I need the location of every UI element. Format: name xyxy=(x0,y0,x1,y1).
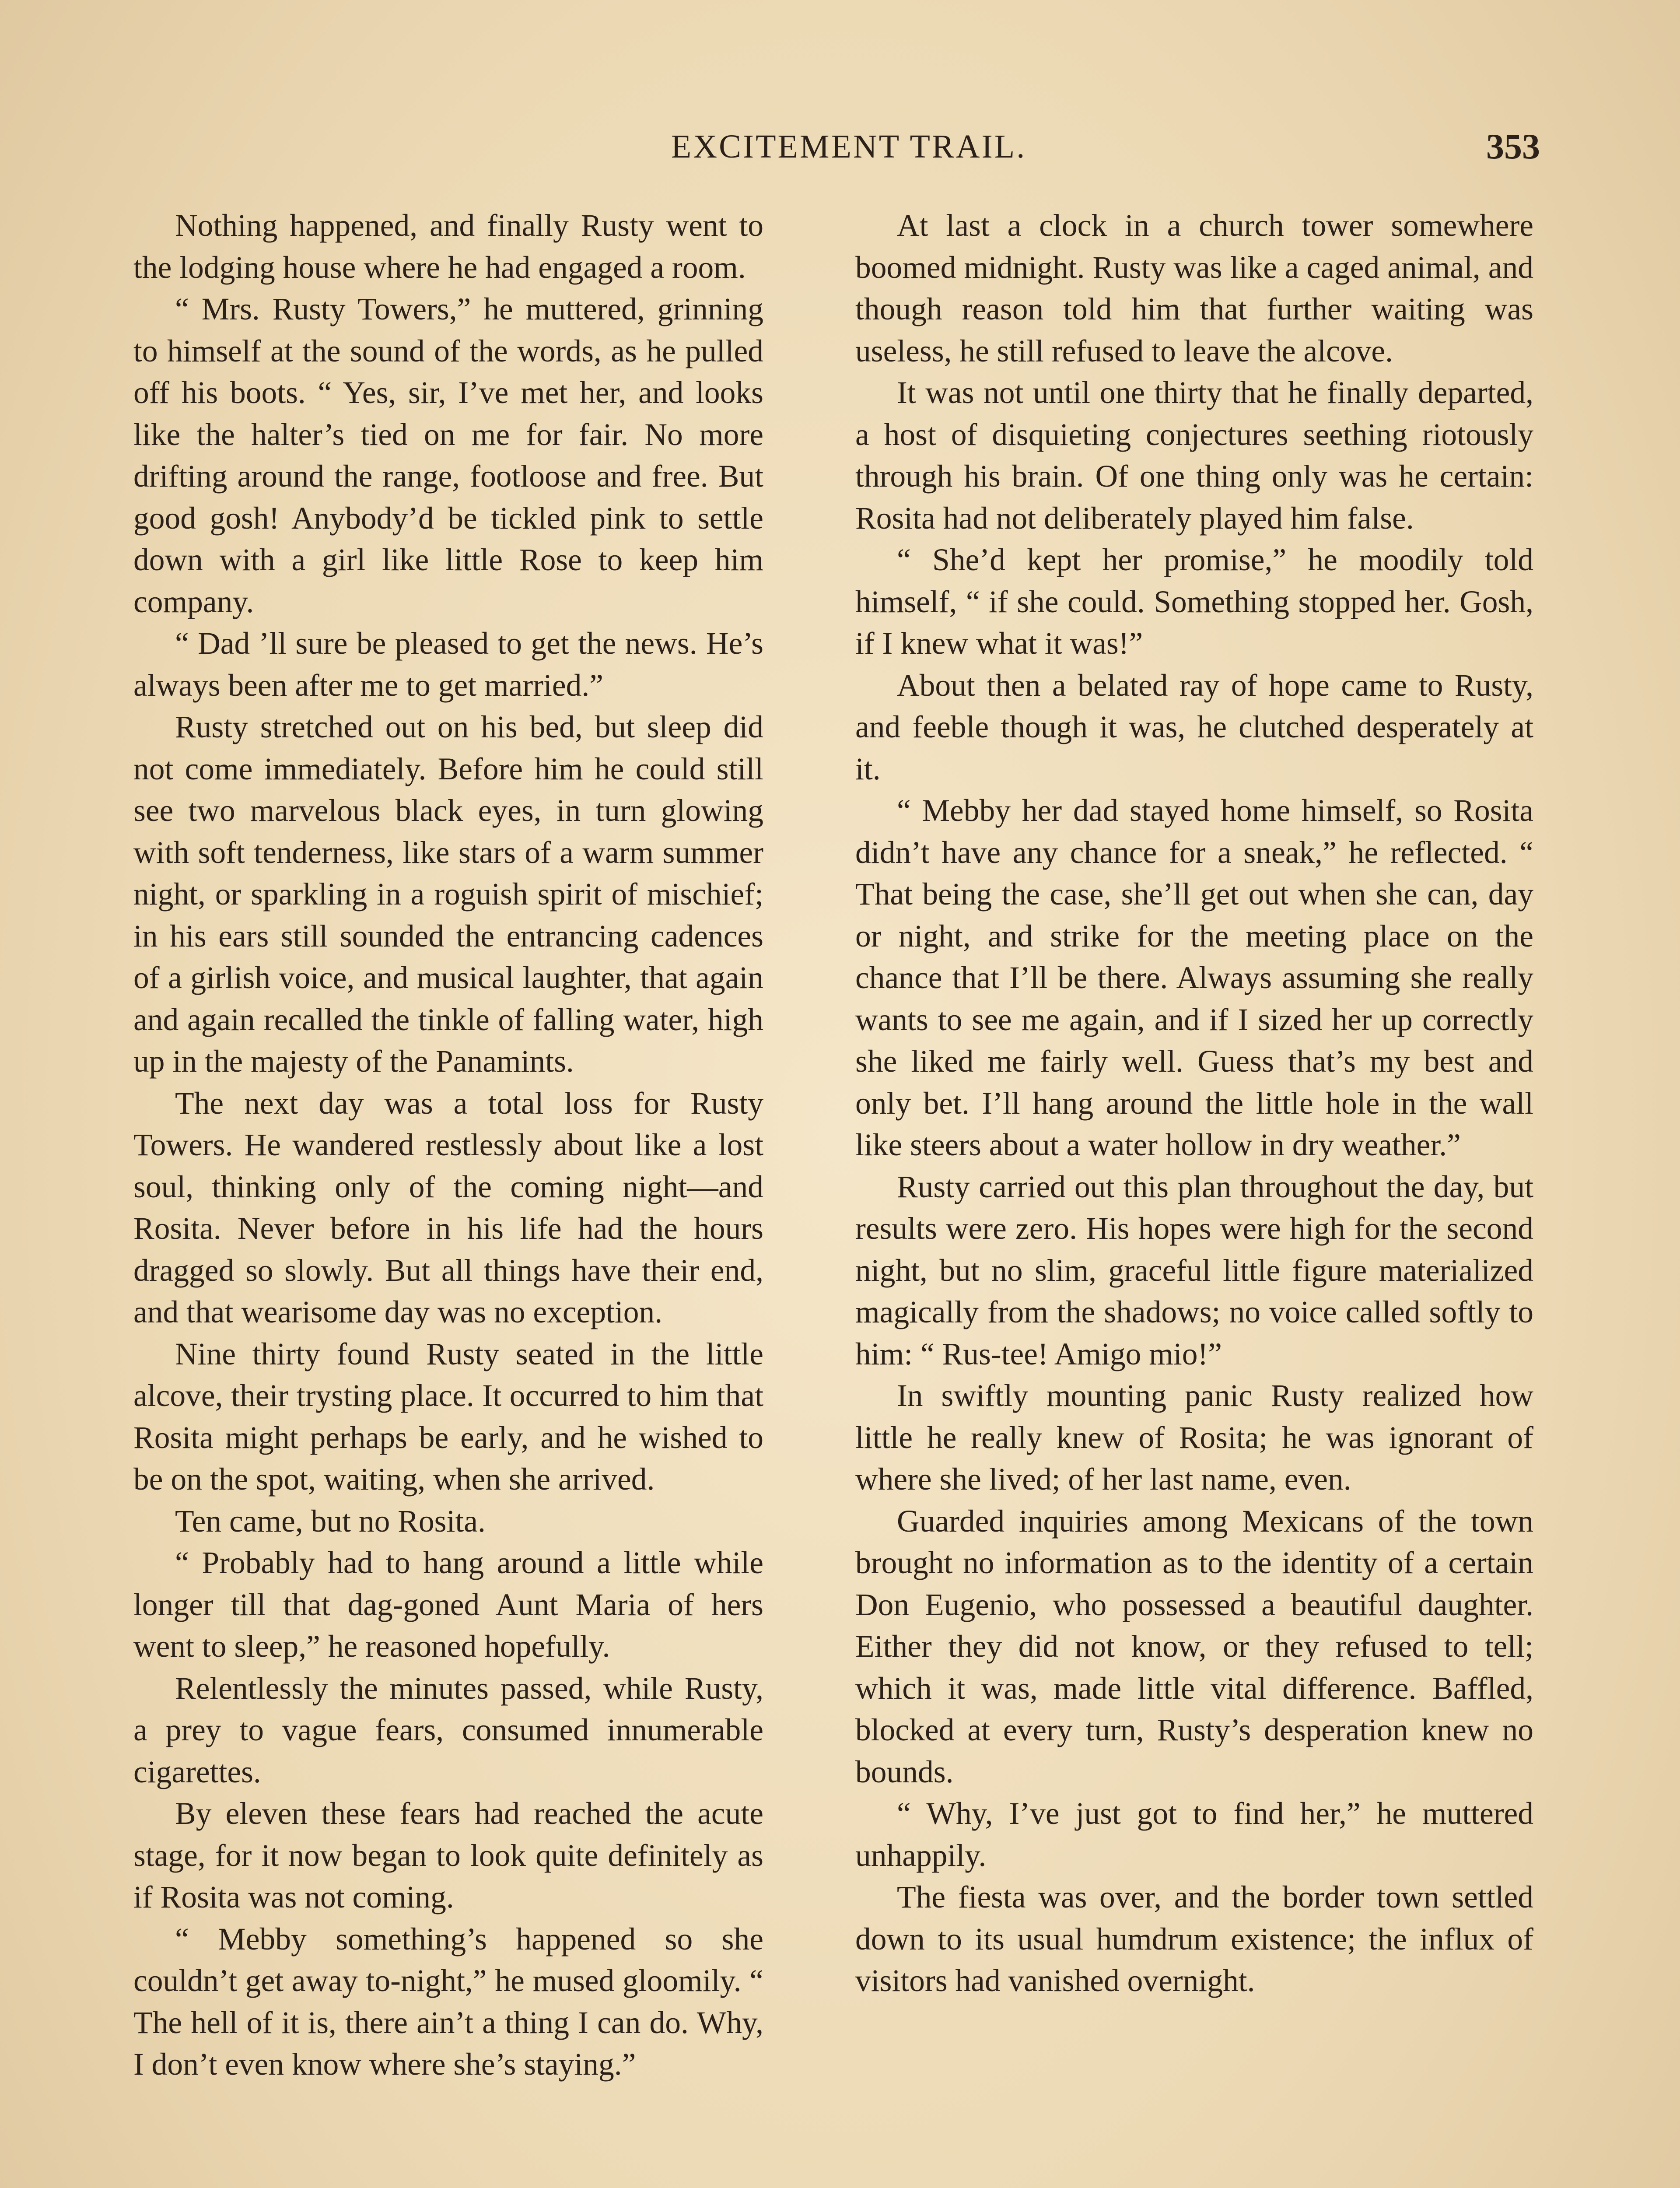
paragraph: “ Probably had to hang around a little while longer till that dag-goned Aunt Maria of hers went to sleep,” he reasoned hopefully. xyxy=(133,1546,763,1664)
paragraph: Rusty stretched out on his bed, but sleep did not come immediately. Before him he could still see two marvelous black eyes, in turn glowing with soft tenderness, like stars of a warm summer night, or sparkling in a roguish spirit of mischief; in his ears still sounded the entrancing cadences of a girlish voice, and musical laughter, that again and again recalled the tinkle of falling water, high up in the majesty of the Panamints. xyxy=(133,710,763,1079)
paragraph: “ She’d kept her promise,” he moodily told himself, “ if she could. Something stopped her. Gosh, if I knew what it was!” xyxy=(855,543,1533,661)
paragraph: “ Dad ’ll sure be pleased to get the news. He’s always been after me to get married.” xyxy=(133,626,763,703)
paragraph: Nothing happened, and finally Rusty went to the lodging house where he had engaged a room. xyxy=(133,208,763,285)
paragraph: Relentlessly the minutes passed, while Rusty, a prey to vague fears, consumed innumerable cigarettes. xyxy=(133,1671,763,1789)
paragraph: “ Mebby her dad stayed home himself, so Rosita didn’t have any chance for a sneak,” he reflected. “ That being the case, she’ll get out when she can, day or night, and strike for the meeting place on the chance that I’ll be there. Always assuming she really wants to see me again, and if I sized her up correctly she liked me fairly well. Guess that’s my best and only bet. I’ll hang around the little hole in the wall like steers about a water hollow in dry weather.” xyxy=(855,793,1533,1162)
paragraph: Nine thirty found Rusty seated in the little alcove, their trysting place. It occurred to him that Rosita might perhaps be early, and he wished to be on the spot, waiting, when she arrived. xyxy=(133,1336,763,1497)
paragraph: “ Mebby something’s happened so she couldn’t get away to-night,” he mused gloomily. “ The hell of it is, there ain’t a thing I can do. Why, I don’t even know where she’s staying.” xyxy=(133,1922,763,2082)
paragraph: The fiesta was over, and the border town settled down to its usual humdrum existence; the influx of visitors had vanished overnight. xyxy=(855,1880,1533,1998)
paragraph: It was not until one thirty that he finally departed, a host of disquieting conjectures seething riotously through his brain. Of one thing only was he certain: Rosita had not deliberately played him false. xyxy=(855,375,1533,536)
running-header xyxy=(158,128,1540,176)
paragraph: Ten came, but no Rosita. xyxy=(175,1504,486,1539)
paragraph: “ Mrs. Rusty Towers,” he muttered, grinning to himself at the sound of the words, as he pulled off his boots. “ Yes, sir, I’ve met her, and looks like the halter’s tied on me for fair. No more drifting around the range, footloose and free. But good gosh! Anybody’d be tickled pink to settle down with a girl like little Rose to keep him company. xyxy=(133,292,763,619)
left-column xyxy=(133,205,763,2086)
right-column xyxy=(855,205,1533,2002)
paragraph: “ Why, I’ve just got to find her,” he muttered unhappily. xyxy=(855,1796,1533,1873)
running-title: EXCITEMENT TRAIL. xyxy=(671,128,1027,165)
paragraph: In swiftly mounting panic Rusty realized how little he really knew of Rosita; he was ignorant of where she lived; of her last name, even. xyxy=(855,1378,1533,1497)
paragraph: About then a belated ray of hope came to Rusty, and feeble though it was, he clutched desperately at it. xyxy=(855,668,1533,786)
paragraph: The next day was a total loss for Rusty Towers. He wandered restlessly about like a lost soul, thinking only of the coming night—and Rosita. Never before in his life had the hours dragged so slowly. But all things have their end, and that wearisome day was no exception. xyxy=(133,1086,763,1329)
page-number: 353 xyxy=(1486,126,1540,166)
paragraph: At last a clock in a church tower somewhere boomed midnight. Rusty was like a caged animal, and though reason told him that further waiting was useless, he still refused to leave the alcove. xyxy=(855,208,1533,368)
paragraph: Rusty carried out this plan throughout the day, but results were zero. His hopes were high for the second night, but no slim, graceful little figure materialized magically from the shadows; no voice called softly to him: “ Rus-tee! Amigo mio!” xyxy=(855,1169,1533,1371)
paragraph: By eleven these fears had reached the acute stage, for it now began to look quite definitely as if Rosita was not coming. xyxy=(133,1796,763,1914)
paragraph: Guarded inquiries among Mexicans of the town brought no information as to the identity of a certain Don Eugenio, who possessed a beautiful daughter. Either they did not know, or they refused to tell; which it was, made little vital difference. Baffled, blocked at every turn, Rusty’s desperation knew no bounds. xyxy=(855,1504,1533,1789)
